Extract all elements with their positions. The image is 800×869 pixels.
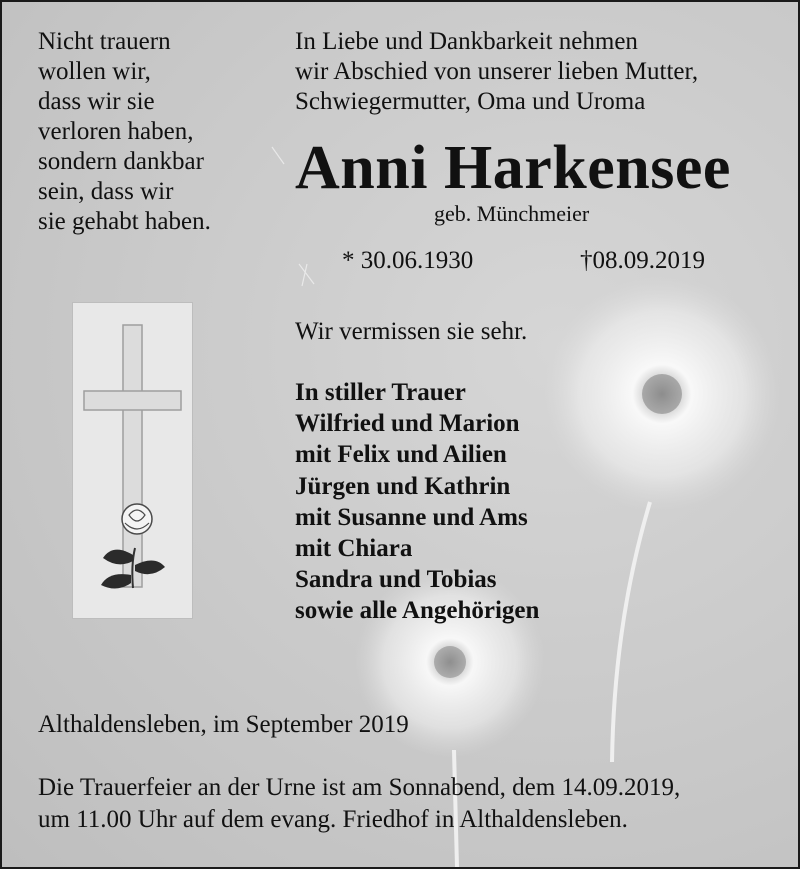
intro-line: In Liebe und Dankbarkeit nehmen: [295, 28, 638, 55]
service-info: [38, 773, 680, 837]
service-line: Die Trauerfeier an der Urne ist am Sonnabend, dem 14.09.2019,: [38, 774, 681, 801]
poem-line: sie gehabt haben.: [38, 208, 211, 235]
cross-image: [72, 302, 193, 619]
intro-line: Schwiegermutter, Oma und Uroma: [295, 88, 646, 115]
service-line: um 11.00 Uhr auf dem evang. Friedhof in Althaldensleben.: [38, 806, 628, 833]
mourner-line: mit Felix und Ailien: [295, 441, 507, 469]
poem-line: verloren haben,: [38, 118, 194, 145]
mourner-line: mit Susanne und Ams: [295, 503, 528, 531]
mourner-line: Jürgen und Kathrin: [295, 472, 511, 500]
mourner-line: mit Chiara: [295, 534, 413, 562]
mourner-line: In stiller Trauer: [295, 379, 466, 406]
missed-text: Wir vermissen sie sehr.: [295, 318, 528, 345]
poem-line: Nicht trauern: [38, 28, 171, 55]
deceased-name: Anni Harkensee: [295, 134, 731, 202]
intro-line: wir Abschied von unserer lieben Mutter,: [295, 58, 699, 85]
mourner-line: Wilfried und Marion: [295, 410, 520, 438]
poem-line: wollen wir,: [38, 58, 151, 85]
mourner-line: Sandra und Tobias: [295, 566, 497, 594]
intro-text: [295, 27, 698, 117]
maiden-name: geb. Münchmeier: [434, 201, 590, 226]
poem: [38, 27, 211, 237]
poem-line: sein, dass wir: [38, 178, 174, 205]
poem-line: dass wir sie: [38, 88, 155, 115]
cross-icon: [84, 325, 181, 587]
poem-line: sondern dankbar: [38, 148, 204, 175]
place-date: Althaldensleben, im September 2019: [38, 711, 409, 738]
death-date: †08.09.2019: [580, 247, 705, 274]
mourner-line: sowie alle Angehörigen: [295, 597, 540, 625]
mourners-list: [295, 378, 539, 628]
birth-date: * 30.06.1930: [342, 247, 474, 274]
